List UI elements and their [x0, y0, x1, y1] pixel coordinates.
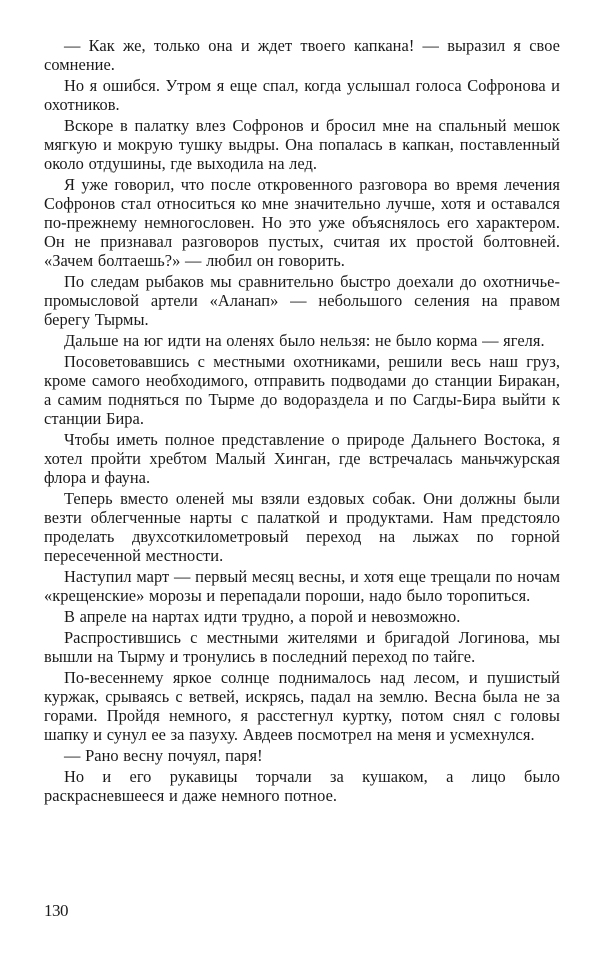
paragraph: Распростившись с местными жителями и бригадой Логинова, мы вышли на Тырму и тронулись в последний переход по тайге.	[44, 628, 560, 666]
paragraph: В апреле на нартах идти трудно, а порой и невозможно.	[64, 607, 461, 626]
page-body	[44, 36, 560, 807]
paragraph: — Как же, только она и ждет твоего капкана! — выразил я свое сомнение.	[44, 36, 560, 74]
paragraph: Но я ошибся. Утром я еще спал, когда услышал голоса Софронова и охотников.	[44, 76, 560, 114]
paragraph: По-весеннему яркое солнце поднималось над лесом, и пушистый куржак, срываясь с ветвей, искрясь, падал на землю. Весна была не за горами. Пройдя немного, я расстегнул куртку, потом снял с головы шапку и сунул ее за пазуху. Авдеев посмотрел на меня и усмехнулся.	[44, 668, 560, 744]
paragraph: Чтобы иметь полное представление о природе Дальнего Востока, я хотел пройти хребтом Малый Хинган, где встречалась маньчжурская флора и фауна.	[44, 430, 560, 487]
paragraph: Я уже говорил, что после откровенного разговора во время лечения Софронов стал относиться ко мне значительно лучше, хотя и оставался по-прежнему немногословен. Но это уже объяснялось его характером. Он не признавал разговоров пустых, считая их простой болтовней. «Зачем болтаешь?» — любил он говорить.	[44, 175, 560, 270]
paragraph: Теперь вместо оленей мы взяли ездовых собак. Они должны были везти облегченные нарты с палаткой и продуктами. Нам предстояло проделать двухсоткилометровый переход на лыжах по горной пересеченной местности.	[44, 489, 560, 565]
paragraph: По следам рыбаков мы сравнительно быстро доехали до охотничье-промысловой артели «Аланап» — небольшого селения на правом берегу Тырмы.	[44, 272, 560, 329]
paragraph: Дальше на юг идти на оленях было нельзя: не было корма — ягеля.	[64, 331, 545, 350]
page-number: 130	[44, 901, 68, 920]
paragraph: Посоветовавшись с местными охотниками, решили весь наш груз, кроме самого необходимого, отправить подводами до станции Биракан, а самим подняться по Тырме до водораздела и по Сагды-Бира выйти к станции Бира.	[44, 352, 560, 428]
paragraph: — Рано весну почуял, паря!	[64, 746, 263, 765]
paragraph: Но и его рукавицы торчали за кушаком, а лицо было раскрасневшееся и даже немного потное.	[44, 767, 560, 805]
paragraph: Наступил март — первый месяц весны, и хотя еще трещали по ночам «крещенские» морозы и перепадали пороши, надо было торопиться.	[44, 567, 560, 605]
paragraph: Вскоре в палатку влез Софронов и бросил мне на спальный мешок мягкую и мокрую тушку выдры. Она попалась в капкан, поставленный около отдушины, где выходила на лед.	[44, 116, 560, 173]
